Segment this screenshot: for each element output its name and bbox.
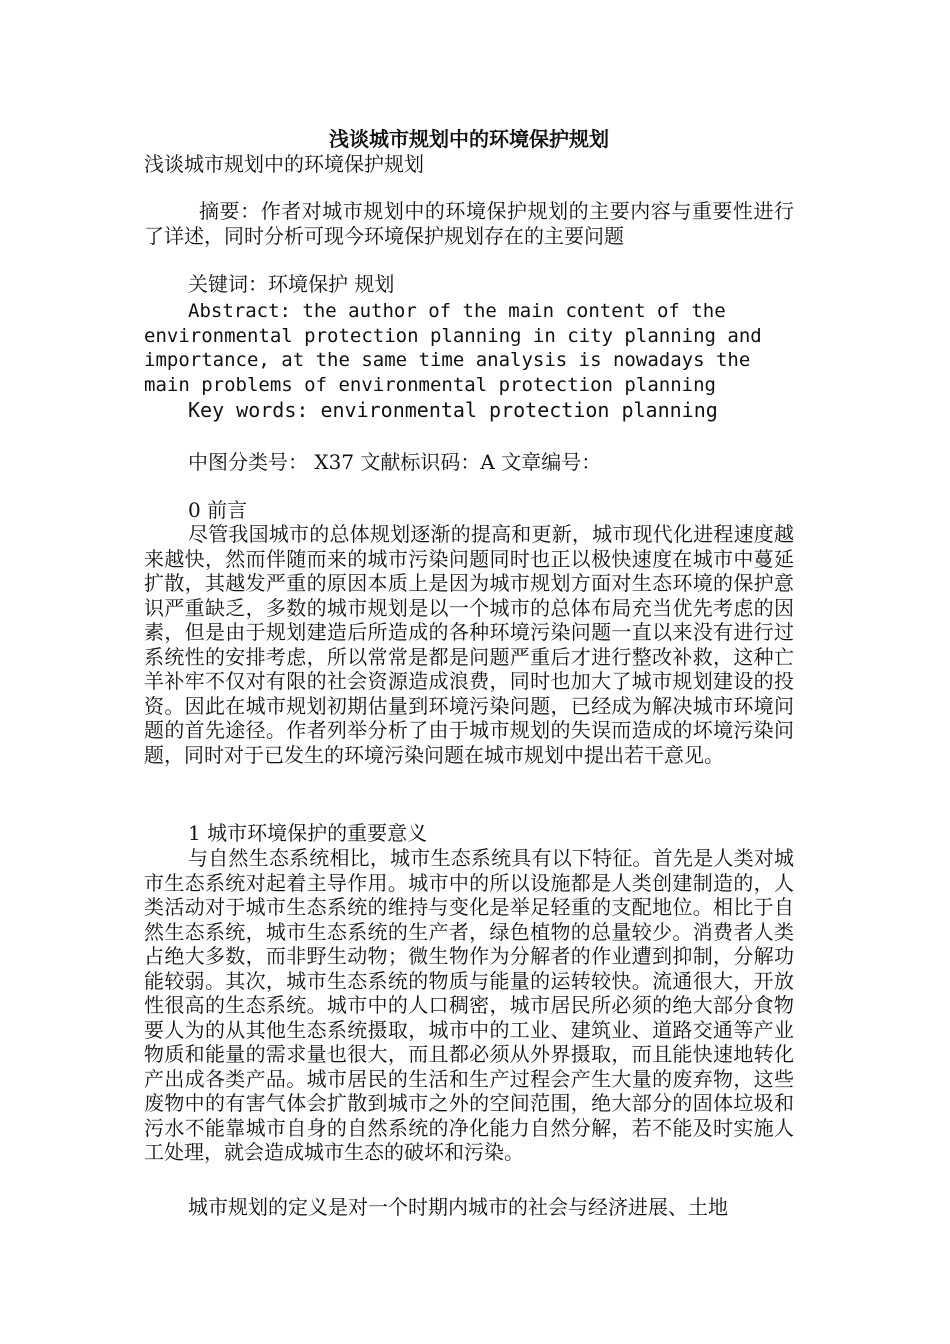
section-1-heading: 1 城市环境保护的重要意义 (188, 821, 428, 845)
section-1-body-continued: 城市规划的定义是对一个时期内城市的社会与经济进展、土地 (188, 1195, 728, 1219)
keywords-english: Key words: environmental protection planning (188, 398, 718, 422)
section-1-body: 与自然生态系统相比，城市生态系统具有以下特征。首先是人类对城市生态系统对起着主导作用。城市中的所以设施都是人类创建制造的，人类活动对于城市生态系统的维持与变化是举足轻重的支配地位。相比于自然生态系统，城市生态系统的生产者，绿色植物的总量较少。消费者人类占绝大多数，而非野生动物；微生物作为分解者的作业遭到抑制，分解功能较弱。其次，城市生态系统的物质与能量的运转较快。流通很大，开放性很高的生态系统。城市中的人口稠密，城市居民所必须的绝大部分食物要人为的从其他生态系统摄取，城市中的工业、建筑业、道路交通等产业物质和能量的需求量也很大，而且都必须从外界摄取，而且能快速地转化产出成各类产品。城市居民的生活和生产过程会产生大量的废弃物，这些废物中的有害气体会扩散到城市之外的空间范围，绝大部分的固体垃圾和污水不能靠城市自身的自然系统的净化能力自然分解，若不能及时实施人工处理，就会造成城市生态的破坏和污染。 (144, 846, 794, 1164)
keywords-chinese: 关键词：环境保护 规划 (188, 272, 395, 296)
section-0-heading: 0 前言 (188, 498, 248, 522)
section-0-body: 尽管我国城市的总体规划逐渐的提高和更新，城市现代化进程速度越来越快，然而伴随而来的城市污染问题同时也正以极快速度在城市中蔓延扩散，其越发严重的原因本质上是因为城市规划方面对生态环境的保护意识严重缺乏，多数的城市规划是以一个城市的总体布局充当优先考虑的因素，但是由于规划建造后所造成的各种环境污染问题一直以来没有进行过系统性的安排考虑，所以常常是都是问题严重后才进行整改补救，这种亡羊补牢不仅对有限的社会资源造成浪费，同时也加大了城市规划建设的投资。因此在城市规划初期估量到环境污染问题，已经成为解决城市环境问题的首先途径。作者列举分析了由于城市规划的失误而造成的坏境污染问题，同时对于已发生的环境污染问题在城市规划中提出若干意见。 (144, 522, 794, 767)
abstract-chinese: 摘要：作者对城市规划中的环境保护规划的主要内容与重要性进行了详述，同时分析可现今环境保护规划存在的主要问题 (144, 199, 794, 248)
document-subtitle: 浅谈城市规划中的环境保护规划 (144, 152, 424, 176)
document-title: 浅谈城市规划中的环境保护规划 (329, 127, 609, 151)
classification-line: 中图分类号： X37 文献标识码：A 文章编号： (188, 450, 602, 474)
abstract-english: Abstract: the author of the main content of the environmental protection planning in city planning and importance, at the same time analysis is nowadays the main problems of environmental protection planning (144, 300, 762, 397)
